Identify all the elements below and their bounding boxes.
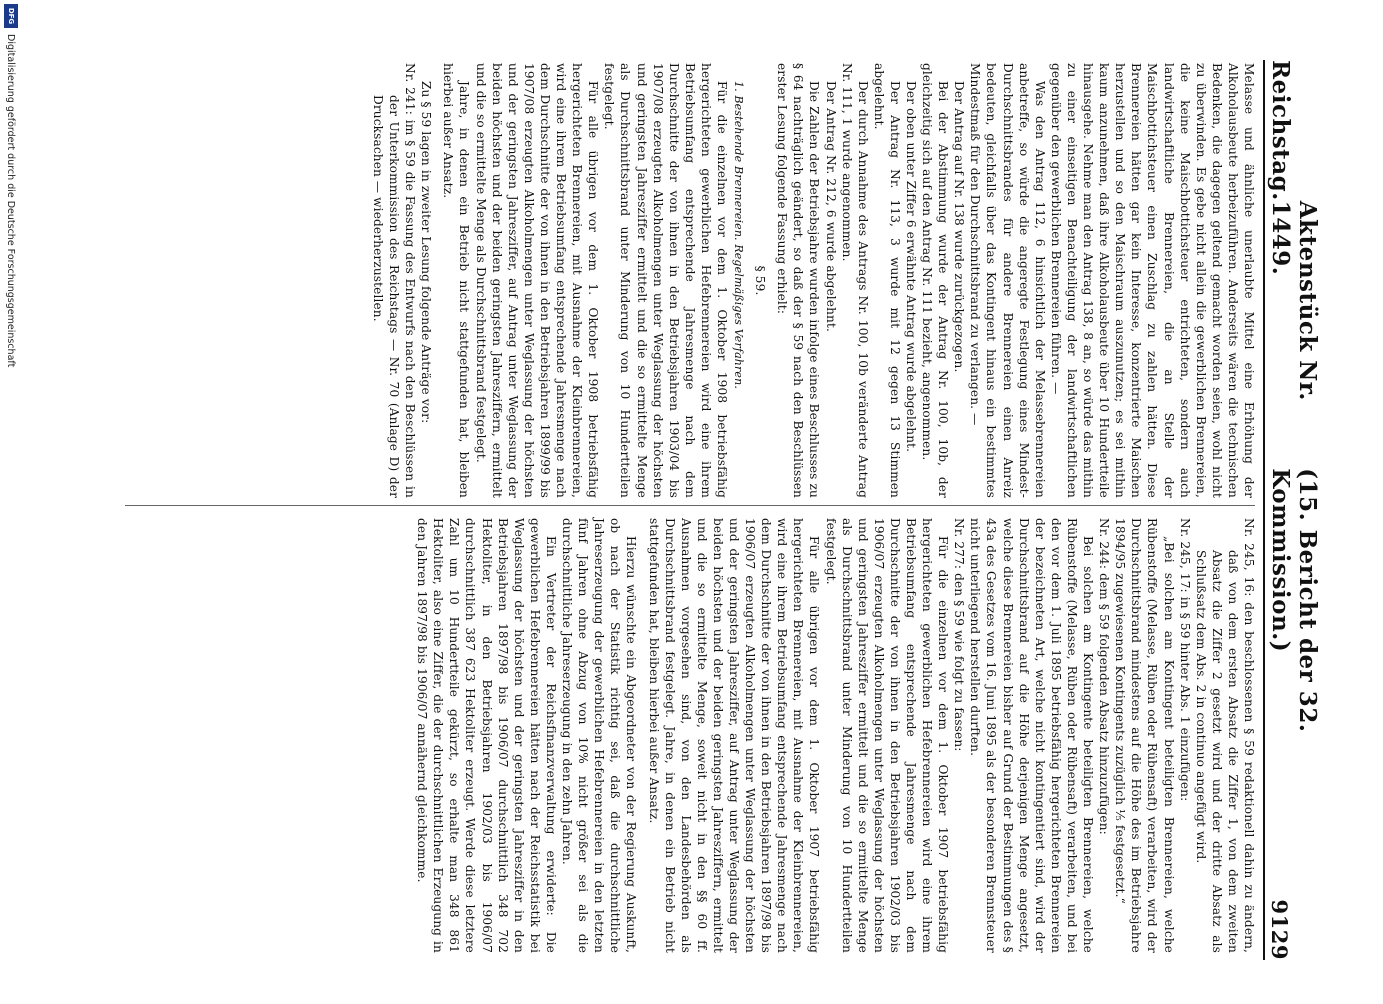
- paragraph: Melasse und ähnliche unerlaubte Mittel eine Erhöhung der Alkoholausbeute herbeizuführen. Anderseits wären die technischen Bedenken, die dagegen geltend gemacht worden seien, wohl nicht zu überwinden. Es gebe nicht allein die gewerblichen Brennereien, die keine Maischbottichsteuer entrichteten, sondern auch landwirtschaftliche Brennereien, die an Stelle der Maischbottichsteuer einen Zuschlag zu zahlen hätten. Diese Brennereien hätten gar kein Interesse, konzentrierte Maischen herzustellen und so den Maischraum auszunutzen; es sei mithin kaum anzunehmen, daß ihre Alkoholausbeute über 10 Hundertteile hinausgehe. Nehme man den Antrag 138, 8 an, so würde das mithin zu einer einseitigen Benachteiligung der landwirtschaftlichen gegenüber den gewerblichen Brennereien führen. —: [1048, 63, 1256, 498]
- paragraph: Nr. 277: den § 59 wie folgt zu fassen:: [952, 518, 967, 752]
- right-column: [414, 518, 1257, 953]
- paragraph: Jahre, in denen ein Betrieb nicht stattgefunden hat, bleiben hierbei außer Ansatz.: [441, 63, 472, 498]
- paragraph: Die Zahlen der Betriebsjahre wurden infolge eines Beschlusses zu § 64 nachträglich geändert, so daß der § 59 nach den Beschlüssen erster Lesung folgende Fassung erhielt:: [775, 63, 822, 498]
- paragraph: Hierzu wünschte ein Abgeordneter von der Regierung Auskunft, ob nach der Statistik richtig sei, daß die durchschnittliche Jahreserzeugung der gewerblichen Hefebrennereien in den letzten fünf Jahren ohne Abzug von 10% nicht größer sei als die durchschnittliche Jahreserzeugung in den zehn Jahren.: [560, 518, 639, 953]
- paragraph: Für die einzelnen vor dem 1. Oktober 1907 betriebsfähig hergerichteten gewerblichen Hefebrennereien wird eine ihrem Betriebsumfang entsprechende Jahresmenge nach dem Durchschnitte der von ihnen in den Betriebsjahren 1902/03 bis 1906/07 erzeugten Alkoholmengen unter Weglassung der höchsten und geringsten Jahresziffer ermittelt und die so ermittelte Menge als Durchschnittsbrand unter Minderung von 10 Hundertteilen festgelegt.: [823, 518, 951, 953]
- header-reichstag: Reichstag.: [1267, 60, 1294, 201]
- paragraph: Der Antrag Nr. 113, 3 wurde mit 12 gegen 13 Stimmen abgelehnt.: [871, 63, 902, 498]
- header-bericht: (15. Bericht der 32. Kommission.): [1267, 468, 1321, 733]
- paragraph: Ein Vertreter der Reichsfinanzverwaltung erwiderte: Die gewerblichen Hefebrennereien hätten nach der Reichsstatistik bei Weglassung der höchsten und der geringsten Jahresziffer in den Betriebsjahren 1897/98 bis 1906/07 durchschnittlich 348 702 Hektoliter, in den Betriebsjahren 1902/03 bis 1906/07 durchschnittlich 387 623 Hektoliter erzeugt. Werde diese letztere Zahl um 10 Hundertteile gekürzt, so erhalte man 348 861 Hektoliter, also eine Ziffer, die der durchschnittlichen Erzeugung in den Jahren 1897/98 bis 1906/07 annähernd gleichkomme.: [415, 518, 558, 953]
- paragraph: „Bei solchen am Kontingent beteiligten Brennereien, welche Rübenstoffe (Melasse, Rüben oder Rübensaft) verarbeiten, wird der Durchschnittsbrand mindestens auf die Höhe des im Betriebsjahre 1894/95 zugewiesenen Kontingents zuzüglich ⅕ festgesetzt.“: [1113, 518, 1176, 953]
- paragraph: Für alle übrigen vor dem 1. Oktober 1907 betriebsfähig hergerichteten Brennereien, mit Ausnahme der Kleinbrennereien, wird eine ihrem Betriebsumfang entsprechende Jahresmenge nach dem Durchschnitte der von ihnen in den Betriebsjahren 1897/98 bis 1906/07 erzeugten Alkoholmengen unter Weglassung der höchsten und der geringsten Jahresziffer, auf Antrag unter Weglassung der beiden höchsten und der beiden geringsten Jahresziffern, ermittelt und die so ermittelte Menge, soweit nicht in den §§ 60 ff. Ausnahmen vorgesehen sind, von den Landesbehörden als Durchschnittsbrand festgelegt. Jahre, in denen ein Betrieb nicht stattgefunden hat, bleiben hierbei außer Ansatz.: [646, 518, 822, 953]
- paragraph: Was den Antrag 112, 6 hinsichtlich der Melassebrennereien anbetreffe, so würde die angeregte Festlegung eines Mindest-Durchschnittsbrandes für andere Brennereien einen Anreiz bedeuten, gleichfalls über das Kontingent hinaus ein bestimmtes Mindestmaß für den Durchschnittsbrand zu verlangen. —: [968, 63, 1047, 498]
- footer-text: Digitalisierung gefördert durch die Deutsche Forschungsgemeinschaft: [5, 34, 17, 368]
- left-column: [370, 63, 1257, 498]
- paragraph: Nr. 245, 17: in § 59 hinter Abs. 1 einzufügen:: [1177, 518, 1192, 802]
- dfg-logo-icon: DFG: [4, 4, 18, 28]
- section-heading: § 59.: [753, 265, 768, 296]
- header-rule: [1263, 60, 1265, 960]
- column-divider: [125, 505, 1255, 506]
- paragraph: Nr. 241: im § 59 die Fassung des Entwurfs nach den Beschlüssen in der Unterkommission des Reichstags — Nr. 70 (Anlage D) der Drucksachen — wiederherzustellen.: [371, 63, 418, 498]
- paragraph: Nr. 244: dem § 59 folgenden Absatz hinzuzufügen:: [1097, 518, 1112, 835]
- header-aktenstueck: Aktenstück Nr. 1449.: [1267, 200, 1321, 401]
- page-header: [1267, 60, 1321, 960]
- paragraph: Nr. 245, 16: den beschlossenen § 59 redaktionell dahin zu ändern, daß von dem ersten Absatz die Ziffer 1, von dem zweiten Absatz die Ziffer 2 gesetzt wird und der dritte Absatz als Schlußsatz dem Abs. 2 in continuo angefügt wird.: [1193, 518, 1256, 953]
- paragraph: Zu § 59 lagen in zweiter Lesung folgende Anträge vor:: [419, 81, 434, 424]
- paragraph: Für die einzelnen vor dem 1. Oktober 1908 betriebsfähig hergerichteten gewerblichen Hefebrennereien wird eine ihrem Betriebsumfang entsprechende Jahresmenge nach dem Durchschnitte der von ihnen in den Betriebsjahren 1903/04 bis 1907/08 erzeugten Alkoholmengen unter Weglassung der höchsten und geringsten Jahresziffer ermittelt und die so ermittelte Menge als Durchschnittsbrand unter Minderung von 10 Hundertteilen festgelegt.: [602, 63, 729, 498]
- paragraph: Der Antrag Nr. 212, 6 wurde abgelehnt.: [823, 81, 838, 332]
- paragraph: Der Antrag auf Nr. 138 wurde zurückgezogen.: [952, 81, 967, 373]
- section-subheading: 1. Bestehende Brennereien. Regelmäßiges Verfahren.: [732, 81, 746, 389]
- paragraph: Der durch Annahme des Antrags Nr. 100, 10b veränderte Antrag Nr. 111, 1 wurde angenommen.: [839, 63, 870, 498]
- paragraph: Bei solchen am Kontingente beteiligten Brennereien, welche Rübenstoffe (Melasse, Rüben oder Rübensaft) verarbeiten, und bei den vor dem 1. Juli 1895 betriebsfähig hergerichteten Brennereien der bezeichneten Art, welche nicht kontingentiert sind, wird der Durchschnittsbrand auf die Höhe derjenigen Menge angesetzt, welche diese Brennereien bisher auf Grund der Bestimmungen des § 43a des Gesetzes vom 16. Juni 1895 als der besonderen Brennsteuer nicht unterliegend herstellen durften.: [968, 518, 1096, 953]
- digitization-footer: [2, 0, 20, 1004]
- paragraph: Der oben unter Ziffer 6 erwähnte Antrag wurde abgelehnt.: [904, 81, 919, 453]
- paragraph: Bei der Abstimmung wurde der Antrag Nr. 100, 10b, der gleichzeitig sich auf den Antrag Nr. 111 bezieht, angenommen.: [920, 63, 951, 498]
- paragraph: Für alle übrigen vor dem 1. Oktober 1908 betriebsfähig hergerichteten Brennereien, mit Ausnahme der Kleinbrennereien, wird eine ihrem Betriebsumfang entsprechende Jahresmenge nach dem Durchschnitte der von ihnen in den Betriebsjahren 1899/99 bis 1907/08 erzeugten Alkoholmengen unter Weglassung der höchsten und der geringsten Jahresziffer, auf Antrag unter Weglassung der beiden höchsten und der beiden geringsten Jahresziffern, ermittelt und die so ermittelte Menge als Durchschnittsbrand festgelegt.: [473, 63, 601, 498]
- page-number: 9129: [1267, 899, 1292, 960]
